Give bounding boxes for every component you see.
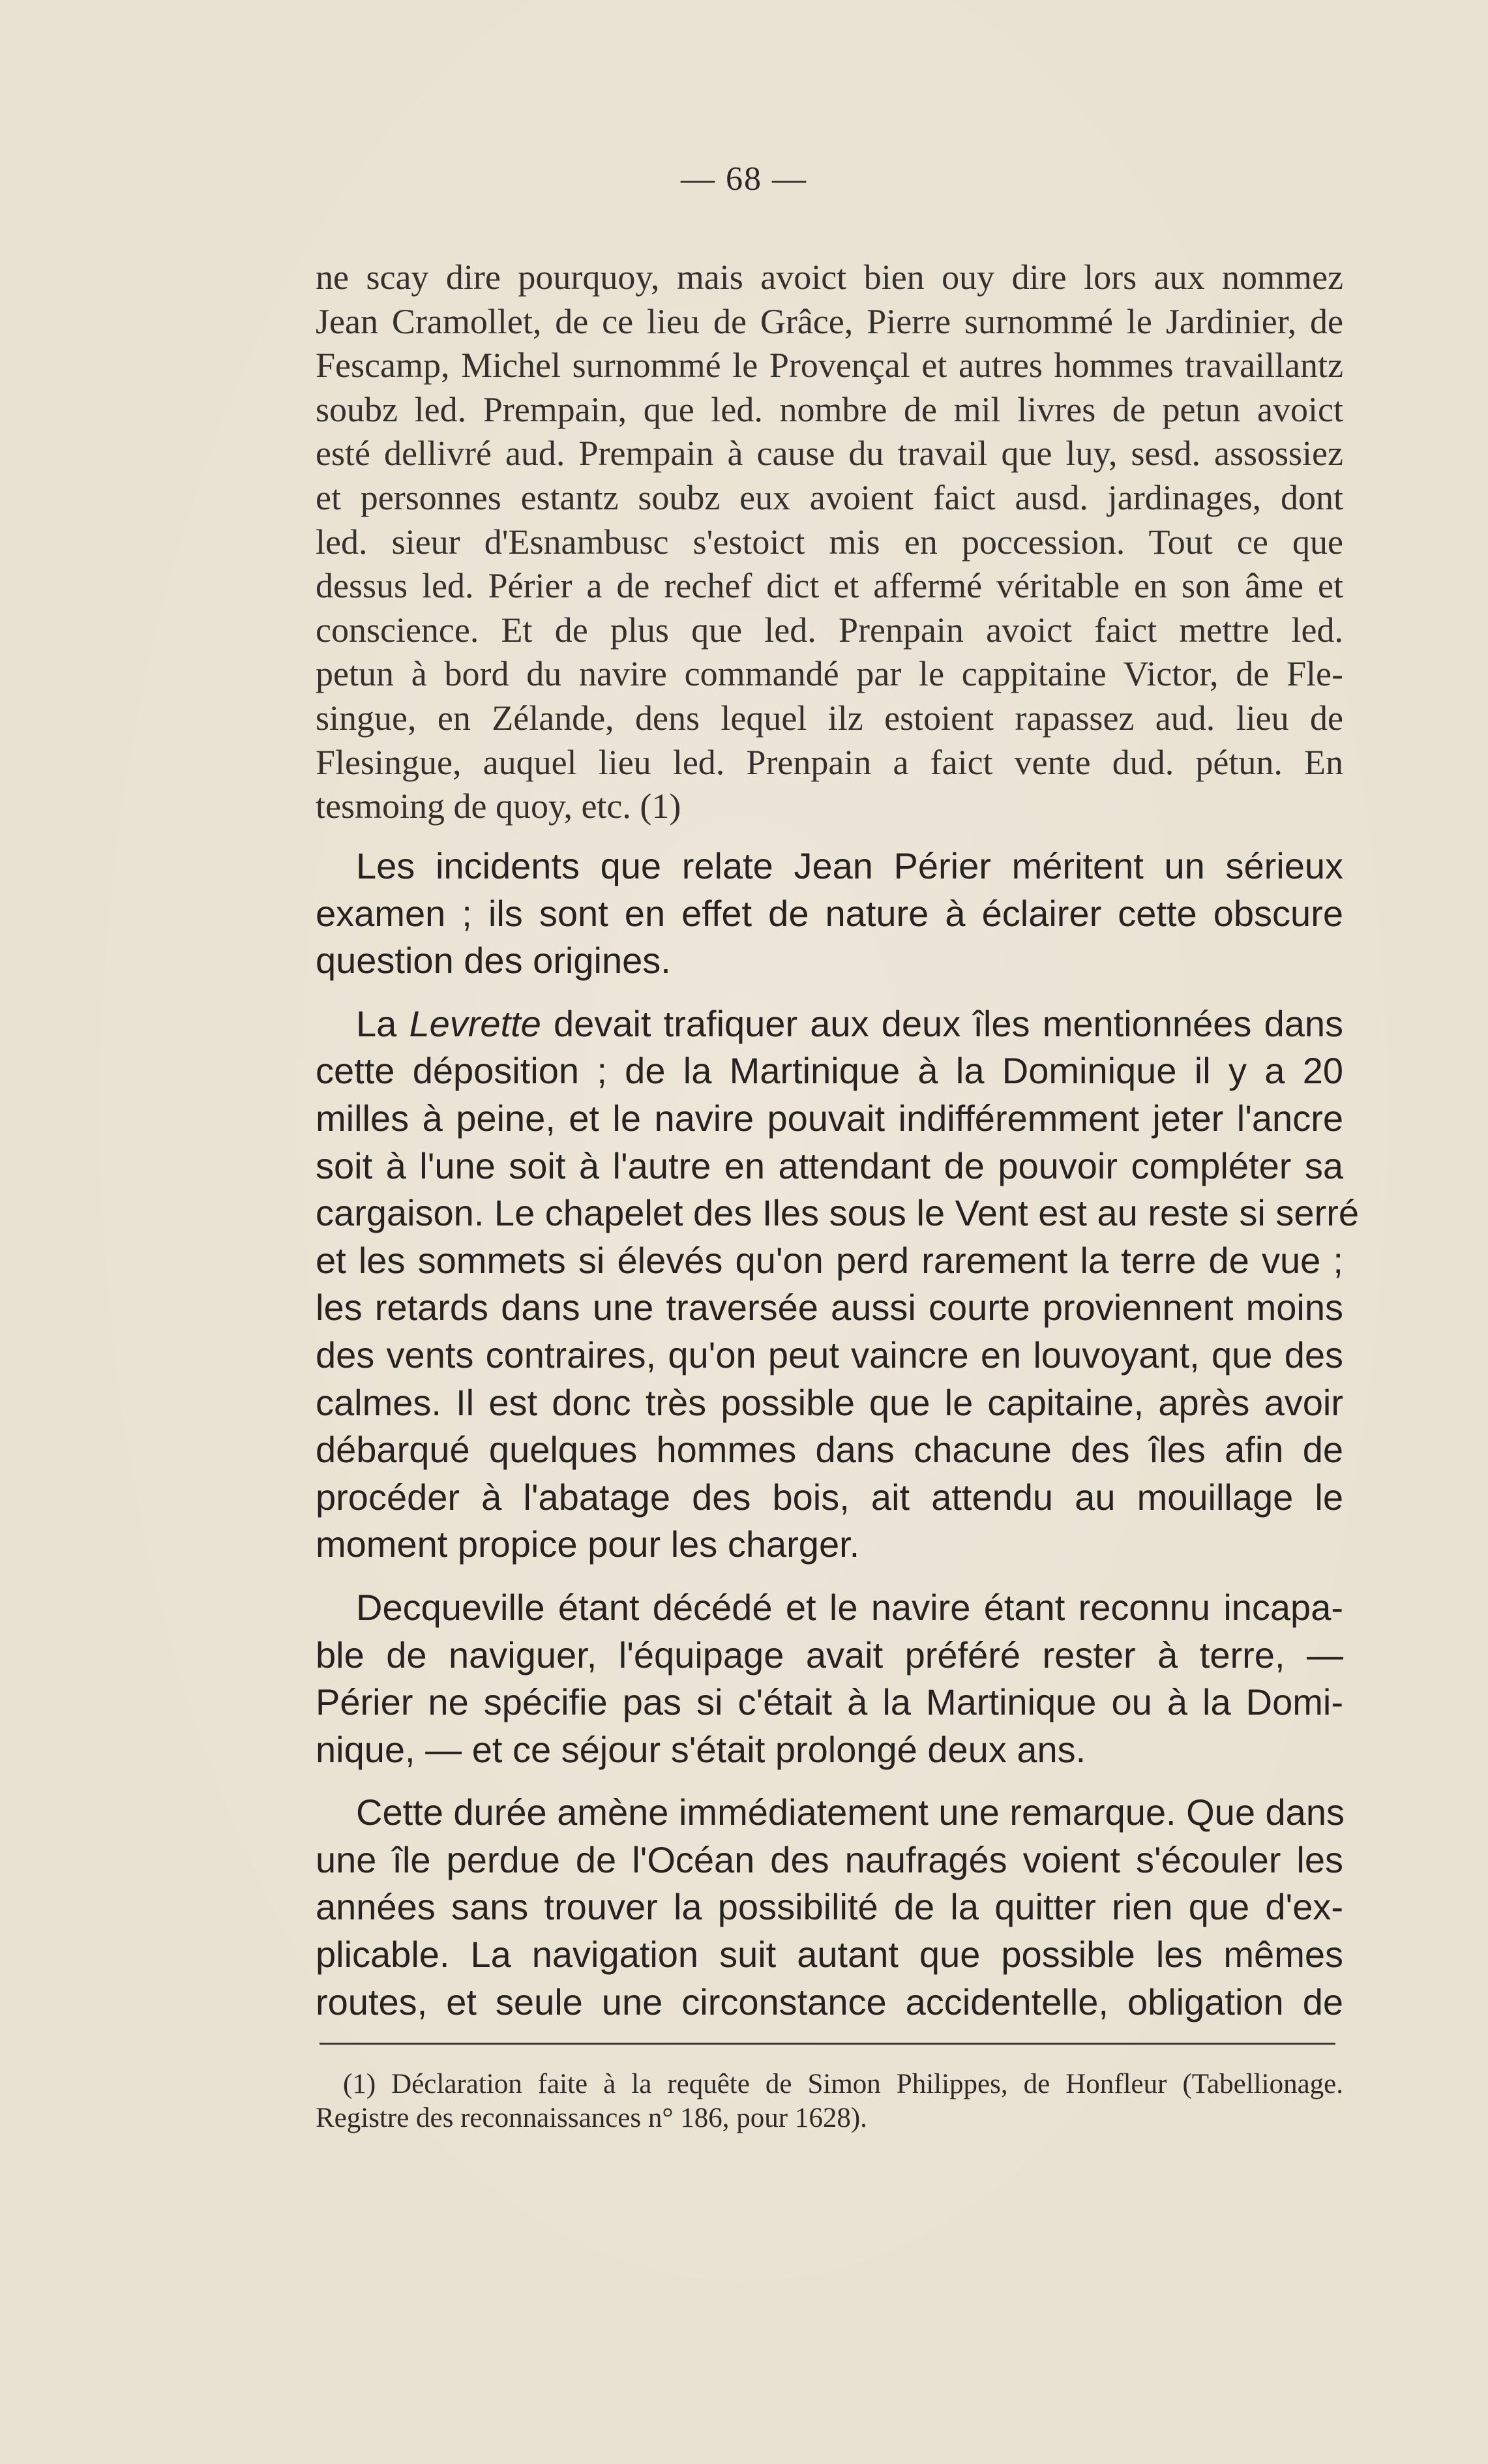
deposition-line: soubz led. Prempain, que led. nombre de mil livres de petun avoict (316, 389, 1343, 429)
paragraph-line: milles à peine, et le navire pouvait indifféremment jeter l'ancre (316, 1097, 1343, 1139)
footnote (316, 2067, 1343, 2135)
paragraph-line: examen ; ils sont en effet de nature à éclairer cette obscure (316, 892, 1343, 934)
footnote-divider (320, 2043, 1335, 2045)
deposition-line: esté dellivré aud. Prempain à cause du travail que luy, sesd. assossiez (316, 434, 1343, 473)
paragraph-line: et les sommets si élevés qu'on perd rarement la terre de vue ; (316, 1239, 1343, 1281)
deposition-quote (316, 256, 1343, 829)
paragraph-line: nique, — et ce séjour s'était prolongé deux ans. (316, 1728, 1086, 1770)
ship-name: Levrette (409, 1002, 541, 1044)
paragraph-line: cette déposition ; de la Martinique à la Dominique il y a 20 (316, 1050, 1343, 1092)
paragraph-line: procéder à l'abatage des bois, ait attendu au mouillage le (316, 1476, 1343, 1518)
paragraph-line: cargaison. Le chapelet des Iles sous le Vent est au reste si serré (316, 1192, 1360, 1234)
deposition-line: tesmoing de quoy, etc. (1) (316, 787, 681, 826)
deposition-line: Flesingue, auquel lieu led. Prenpain a faict vente dud. pétun. En (316, 742, 1343, 782)
paragraph-line: les retards dans une traversée aussi courte proviennent moins (316, 1287, 1343, 1329)
paragraph-line: une île perdue de l'Océan des naufragés voient s'écouler les (316, 1839, 1343, 1880)
lead-after (541, 1003, 554, 1044)
footnote-line: (1) Déclaration faite à la requête de Simon Philippes, de Honfleur (Tabellionage. (343, 2069, 1343, 2099)
page-number: — 68 — (681, 160, 807, 198)
paragraph-line: Decqueville étant décédé et le navire étant reconnu incapa- (356, 1586, 1343, 1628)
paragraph-line: routes, et seule une circonstance accidentelle, obligation de (316, 1981, 1343, 2022)
body-text (316, 843, 1360, 2041)
paragraph-line (316, 1000, 1343, 1048)
deposition-line: petun à bord du navire commandé par le cappitaine Victor, de Fle- (316, 654, 1343, 694)
deposition-line: Fescamp, Michel surnommé le Provençal et autres hommes travaillantz (316, 346, 1343, 385)
paragraph (316, 1584, 1343, 1773)
paragraph-line: calmes. Il est donc très possible que le capitaine, après avoir (316, 1381, 1343, 1423)
paragraph-line: Cette durée amène immédiatement une remarque. Que dans (356, 1792, 1345, 1833)
paragraph (316, 1789, 1343, 2026)
deposition-line: led. sieur d'Esnambusc s'estoict mis en poccession. Tout ce que (316, 522, 1343, 562)
paragraph-line: soit à l'une soit à l'autre en attendant de pouvoir compléter sa (316, 1145, 1343, 1186)
paragraph-line: Les incidents que relate Jean Périer méritent un sérieux (356, 845, 1343, 886)
lead-text: La (356, 1002, 409, 1044)
paragraph-line: années sans trouver la possibilité de la quitter rien que d'ex- (316, 1886, 1343, 1928)
footnote-line: Registre des reconnaissances n° 186, pour 1628). (316, 2103, 867, 2133)
paragraph (316, 1000, 1360, 1569)
deposition-line: conscience. Et de plus que led. Prenpain avoict faict mettre led. (316, 610, 1343, 650)
deposition-line: singue, en Zélande, dens lequel ilz estoient rapassez aud. lieu de (316, 698, 1343, 738)
paragraph (316, 843, 1343, 985)
paragraph-line: des vents contraires, qu'on peut vaincre en louvoyant, que des (316, 1334, 1343, 1375)
paragraph-line: débarqué quelques hommes dans chacune des îles afin de (316, 1429, 1343, 1471)
deposition-line: et personnes estantz soubz eux avoient faict ausd. jardinages, dont (316, 477, 1343, 517)
deposition-line: ne scay dire pourquoy, mais avoict bien ouy dire lors aux nommez (316, 258, 1343, 297)
deposition-line: Jean Cramollet, de ce lieu de Grâce, Pierre surnommé le Jardinier, de (316, 301, 1343, 341)
deposition-line: dessus led. Périer a de rechef dict et affermé véritable en son âme et (316, 566, 1343, 606)
paragraph-line: plicable. La navigation suit autant que possible les mêmes (316, 1934, 1343, 1976)
paragraph-line: Périer ne spécifie pas si c'était à la Martinique ou à la Domi- (316, 1681, 1343, 1723)
lead-rest: devait trafiquer aux deux îles mentionnées dans (554, 1002, 1343, 1044)
paragraph-line: moment propice pour les charger. (316, 1524, 860, 1565)
paragraph-line: question des origines. (316, 940, 671, 982)
paragraph-line: ble de naviguer, l'équipage avait préféré rester à terre, — (316, 1634, 1343, 1675)
